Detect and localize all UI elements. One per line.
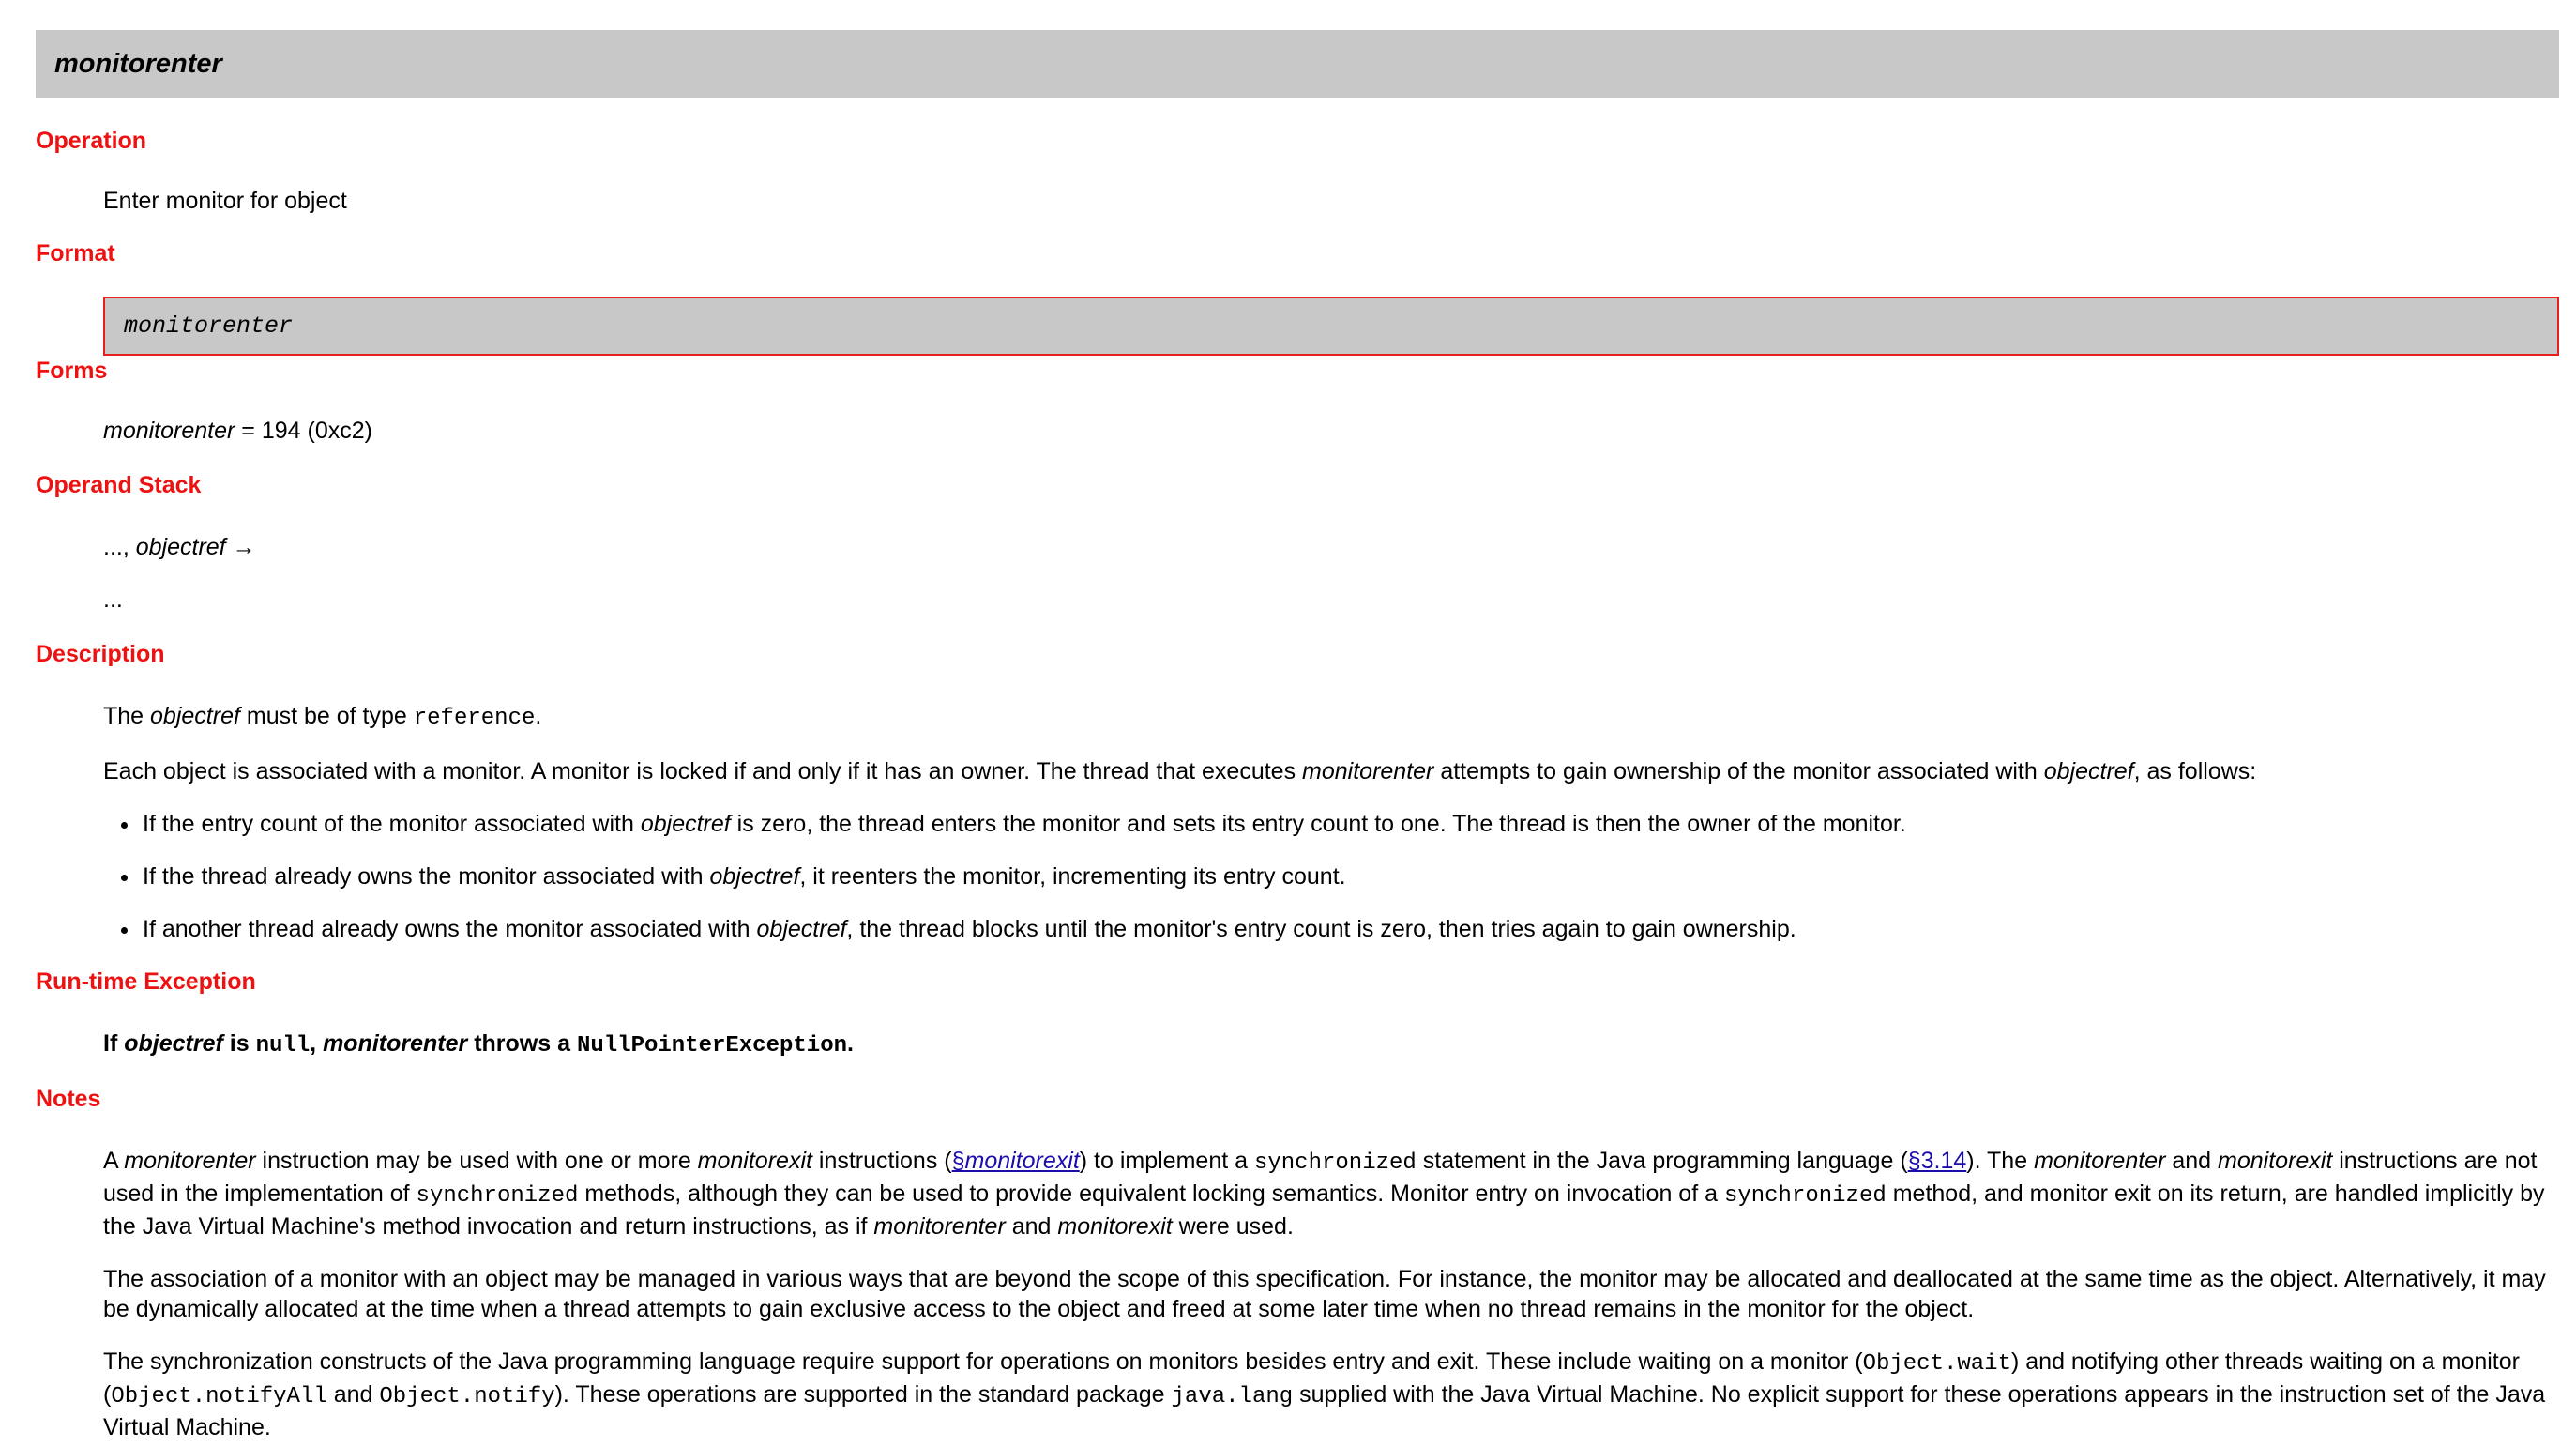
- italic-term: objectref: [709, 863, 800, 890]
- code-term: java.lang: [1171, 1384, 1294, 1409]
- operand-stack-body: [103, 532, 2559, 615]
- italic-term: monitorenter: [873, 1213, 1006, 1240]
- text: If: [103, 1030, 125, 1057]
- italic-term: objectref: [124, 1030, 223, 1057]
- text: If the thread already owns the monitor associated with: [143, 863, 710, 890]
- code-term: Object.notify: [379, 1384, 555, 1409]
- text: statement in the Java programming language (: [1416, 1148, 1908, 1174]
- section-runtime-exception: [36, 967, 2559, 1061]
- italic-term: monitorenter: [1302, 758, 1434, 784]
- link-italic-text: monitorexit: [964, 1148, 1080, 1174]
- format-box: [103, 297, 2559, 356]
- text: ) to implement a: [1079, 1148, 1254, 1174]
- text: .: [847, 1030, 854, 1057]
- code-term: Object.wait: [1862, 1351, 2011, 1377]
- text: instructions (: [811, 1148, 952, 1174]
- text: The synchronization constructs of the Java programming language require support for operations on monitors besides entry and exit. These include waiting on a monitor (: [103, 1348, 1863, 1375]
- section-operation: [36, 126, 2559, 216]
- forms-value: = 194 (0xc2): [235, 418, 372, 444]
- text: must be of type: [239, 703, 414, 729]
- code-term: null: [255, 1033, 311, 1059]
- description-bullet-list: [103, 809, 2559, 944]
- description-body: [103, 701, 2559, 944]
- stack-arrow: →: [225, 534, 256, 560]
- format-body: [103, 297, 2559, 356]
- heading-description: Description: [36, 641, 165, 667]
- code-term: synchronized: [1723, 1183, 1887, 1209]
- stack-objectref: objectref: [135, 534, 226, 560]
- text: method, and monitor exit on its return, are handled implicitly by the Java Virtual Machine's method invocation and return instructions, as if: [103, 1180, 2545, 1240]
- text: ,: [310, 1030, 324, 1057]
- italic-term: monitorenter: [323, 1030, 468, 1057]
- text: is: [222, 1030, 256, 1057]
- text: If another thread already owns the monitor associated with: [143, 916, 757, 942]
- text: throws a: [467, 1030, 577, 1057]
- text: ). The: [1966, 1148, 2035, 1174]
- text: is zero, the thread enters the monitor and sets its entry count to one. The thread is then the owner of the monitor.: [730, 811, 1906, 837]
- text: methods, although they can be used to provide equivalent locking semantics. Monitor entry on invocation of a: [578, 1180, 1724, 1207]
- text: , as follows:: [2133, 758, 2257, 784]
- text: supplied with the Java Virtual Machine. No explicit support for these operations appears in the instruction set of the Java Virtual Machine.: [103, 1381, 2546, 1440]
- runtime-exception-body: [103, 1028, 2559, 1061]
- italic-term: objectref: [150, 703, 240, 729]
- text: attempts to gain ownership of the monitor associated with: [1433, 758, 2044, 784]
- text: ) and notifying other threads waiting on a monitor (: [103, 1348, 2520, 1408]
- notes-paragraph-1: [103, 1146, 2559, 1241]
- operand-stack-before: [103, 532, 2559, 562]
- section-forms: [36, 356, 2559, 446]
- text: If the entry count of the monitor associated with: [143, 811, 641, 837]
- code-term: synchronized: [1253, 1150, 1417, 1176]
- heading-notes: Notes: [36, 1086, 101, 1112]
- section-notes: [36, 1084, 2559, 1442]
- operation-text: Enter monitor for object: [103, 188, 347, 214]
- italic-term: monitorexit: [1057, 1213, 1173, 1240]
- description-paragraph-1: [103, 701, 2559, 734]
- list-item: [141, 809, 2559, 839]
- italic-term: monitorenter: [124, 1148, 256, 1174]
- italic-term: objectref: [756, 916, 847, 942]
- link-monitorexit[interactable]: [952, 1148, 1080, 1174]
- operand-stack-after: ...: [103, 586, 123, 613]
- page-title: monitorenter: [54, 49, 222, 79]
- text: instruction may be used with one or more: [255, 1148, 698, 1174]
- italic-term: monitorenter: [2034, 1148, 2166, 1174]
- text: and: [1005, 1213, 1058, 1240]
- italic-term: monitorexit: [697, 1148, 812, 1174]
- heading-operation: Operation: [36, 128, 147, 154]
- heading-format: Format: [36, 240, 115, 267]
- italic-term: monitorexit: [2218, 1148, 2333, 1174]
- text: The: [103, 703, 151, 729]
- heading-runtime-exception: Run-time Exception: [36, 968, 256, 995]
- text: , it reenters the monitor, incrementing its entry count.: [799, 863, 1346, 890]
- format-box-text: monitorenter: [124, 312, 294, 340]
- text: , the thread blocks until the monitor's entry count is zero, then tries again to gain ownership.: [846, 916, 1796, 942]
- text: and: [2165, 1148, 2219, 1174]
- code-term: Object.notifyAll: [111, 1384, 327, 1409]
- notes-body: [103, 1146, 2559, 1442]
- text: Each object is associated with a monitor. A monitor is locked if and only if it has an owner. The thread that executes: [103, 758, 1303, 784]
- section-operand-stack: [36, 470, 2559, 615]
- section-description: [36, 639, 2559, 944]
- italic-term: objectref: [2043, 758, 2134, 784]
- text: and: [326, 1381, 380, 1408]
- notes-paragraph-3: [103, 1347, 2559, 1442]
- text: instructions are not used in the implementation of: [103, 1148, 2538, 1207]
- text: were used.: [1172, 1213, 1294, 1240]
- forms-body: [103, 416, 2559, 446]
- title-bar: [36, 30, 2559, 98]
- description-paragraph-2: [103, 756, 2559, 786]
- stack-prefix: ...,: [103, 534, 136, 560]
- link-section-3-14[interactable]: §3.14: [1907, 1148, 1967, 1174]
- section-format: [36, 238, 2559, 356]
- italic-term: objectref: [640, 811, 731, 837]
- code-term: reference: [413, 706, 536, 731]
- text: A: [103, 1148, 125, 1174]
- notes-paragraph-2: The association of a monitor with an object may be managed in various ways that are beyond the scope of this specification. For instance, the monitor may be allocated and deallocated at the same time as the object. Alternatively, it may be dynamically allocated at the time when a thread attempts to gain exclusive access to the object and freed at some later time when no thread remains in the monitor for the object.: [103, 1266, 2546, 1322]
- heading-forms: Forms: [36, 358, 108, 384]
- link-prefix: §: [951, 1148, 965, 1174]
- code-term: NullPointerException: [576, 1033, 847, 1059]
- forms-name: monitorenter: [103, 418, 235, 444]
- list-item: [141, 914, 2559, 944]
- text: .: [535, 703, 542, 729]
- text: ). These operations are supported in the standard package: [554, 1381, 1172, 1408]
- list-item: [141, 861, 2559, 891]
- code-term: synchronized: [416, 1183, 579, 1209]
- heading-operand-stack: Operand Stack: [36, 472, 202, 498]
